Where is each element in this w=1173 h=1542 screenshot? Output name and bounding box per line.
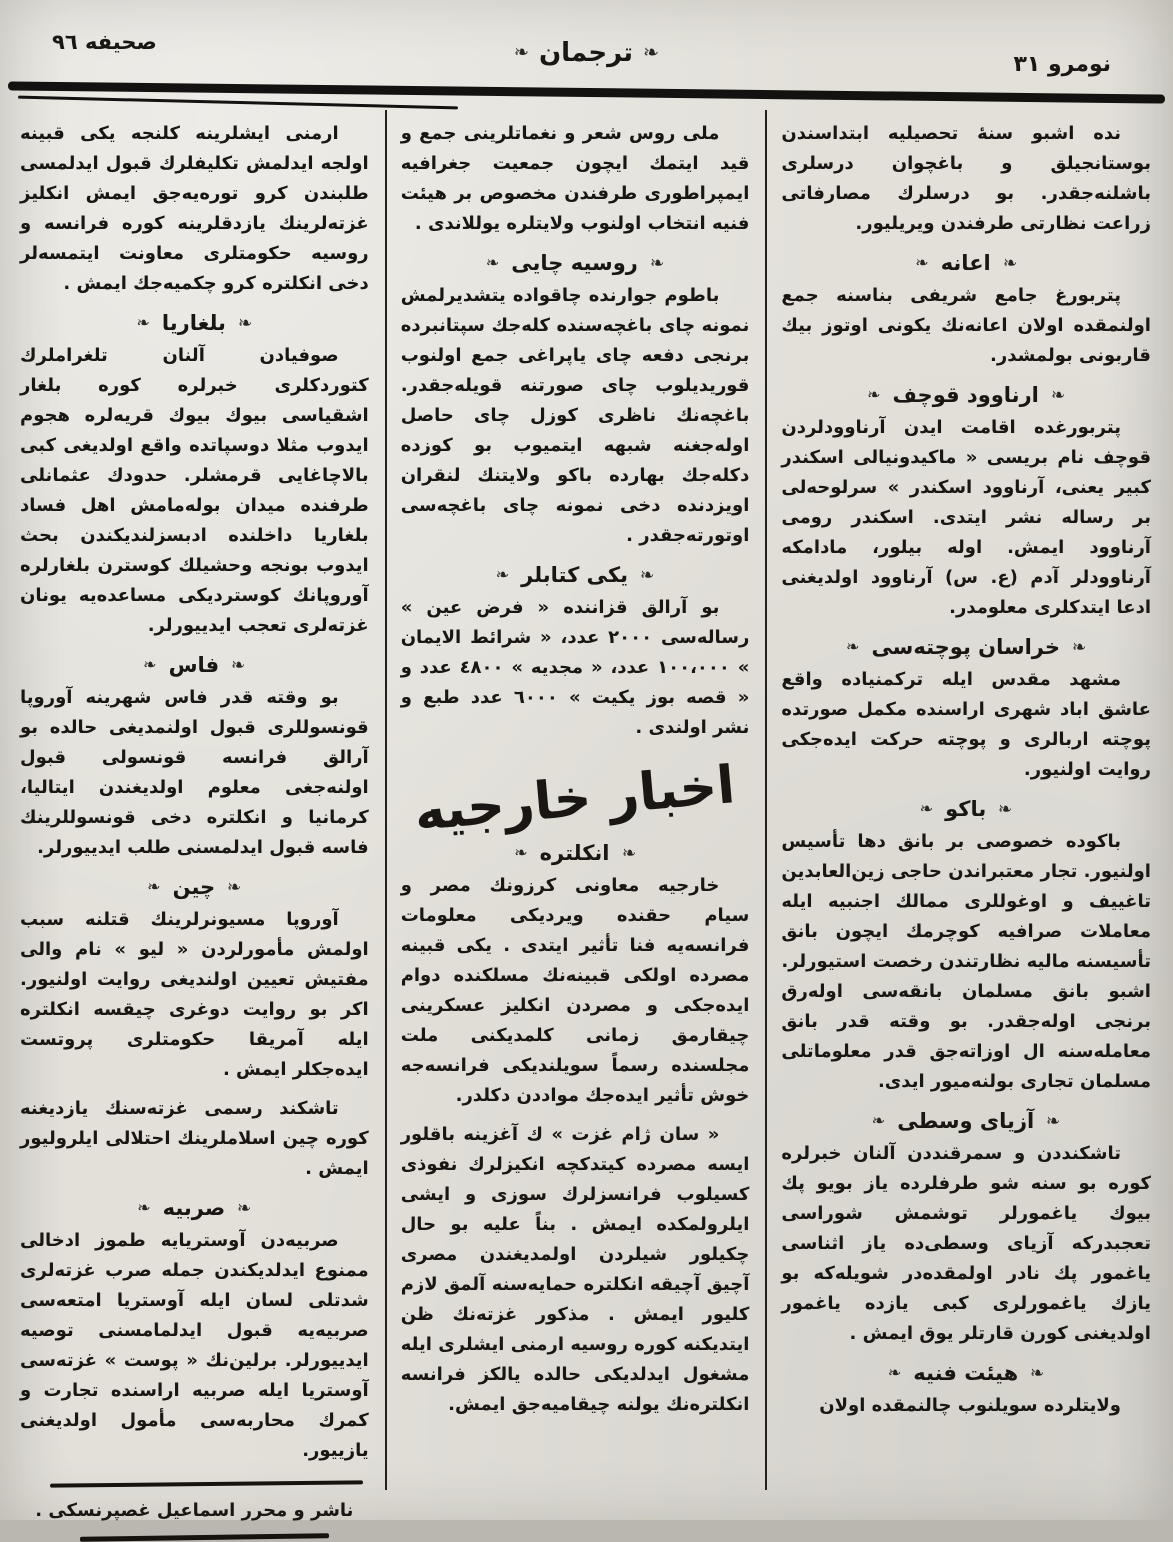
floral-ornament-icon: ☙ xyxy=(621,843,636,862)
section-heading-baku xyxy=(781,797,1151,821)
section-heading-label: خراسان پوچته‌سى xyxy=(871,635,1060,659)
column-right xyxy=(767,110,1167,1490)
section-heading-england xyxy=(401,841,750,865)
floral-ornament-icon: ☙ xyxy=(649,253,665,272)
article-paragraph: ولايتلرده سويلنوب چالنمقده اولان xyxy=(819,1395,1121,1416)
page-header xyxy=(0,0,1173,104)
floral-ornament-icon: ❧ xyxy=(485,253,500,272)
floral-ornament-icon: ❧ xyxy=(147,877,161,896)
article-paragraph: مشهد مقدس ايله تركمنياده واقع عاشق اباد شهرى اراسنده مكمل صورتده پوچته اربالرى و پوچته حركت ايده‌جكى روايت اولنيور. xyxy=(781,669,1151,780)
floral-ornament-icon: ☙ xyxy=(1046,1111,1061,1130)
article-paragraph: پتربورغده اقامت ايدن آرناوودلردن قوچف نام بريسى « ماكيدونيالى اسكندر كبير يعنى، آرناوود اسكندر » سرلوحه‌لى بر رساله نشر ايتدى. اسكندر رومى آرناوود ايمش. اوله بيلور، مادامكه آرناوودلر آدم (ع. س) آرناوود اولديغنى ادعا ايتدكلرى معلومدر. xyxy=(781,417,1151,618)
section-heading-label: باكو xyxy=(945,797,987,821)
section-heading-label: فاس xyxy=(168,653,220,677)
section-heading-label: انكلتره xyxy=(539,841,610,865)
article-paragraph: ملى روس شعر و نغماتلرينى جمع و قيد ايتمك ايچون جمعيت جغرافيه ايمپراطورى طرفندن مخصوص بر هيئت فنيه انتخاب اولنوب ولايتلره يوللاندى . xyxy=(400,123,750,234)
article-paragraph: باكوده خصوصى بر بانق دها تأسيس اولنيور. تجار معتبراندن حاجى زين‌العابدين تاغييف و اوغوللرى ممالك اجنبيه ايله معاملات صرافيه كوچرمك ايچون بانق تأسيسنه ماليه نظارتندن رخصت استيورلر. اشبو بانق مسلمان بانقه‌سى اوله‌رق برنجى اوله‌جقدر. بو وقته قدر بانق معامله‌سنه ال اوزاته‌جق قدر معلوماتلى مسلمان تجارى بولنه‌ميور ايدى. xyxy=(781,831,1151,1092)
article-paragraph: بو وقته قدر فاس شهرينه آوروپا قونسوللرى قبول اولنمديغى حالده بو آرالق فرانسه قونسولى قبول اولنه‌جغى معلوم اولديغندن ايتاليا، كرمانيا و انكلتره دخى قونسوللرينك فاسه قبول ايدلمسنى طلب ايدييورلر. xyxy=(20,687,369,858)
floral-ornament-icon: ❧ xyxy=(887,1363,902,1382)
section-heading-label: هيئت فنيه xyxy=(913,1361,1019,1385)
page-number-label: صحيفه ٩٦ xyxy=(52,30,157,54)
section-heading-label: ارناوود قوچف xyxy=(892,383,1039,407)
section-heading-new-books xyxy=(401,563,750,587)
section-heading-label: يكى كتابلر xyxy=(521,563,628,587)
section-heading-label: روسيه چايى xyxy=(511,251,638,275)
divider-rule xyxy=(50,1480,363,1487)
columns-container xyxy=(0,104,1173,1521)
column-left xyxy=(6,110,385,1521)
section-heading-bulgaria xyxy=(20,311,369,335)
floral-ornament-icon: ☙ xyxy=(231,655,246,674)
issue-number-label: نومرو ٣١ xyxy=(1013,52,1111,77)
article-paragraph: بو آرالق قزاننده « فرض عين » رساله‌سى ٢٠٠٠ عدد، « شرائط الايمان » ١٠٠،٠٠٠ عدد، « مجديه » ٤٨٠٠ عدد و « قصه بوز يكيت » ٦٠٠٠ عدد طبع و نشر اولندى . xyxy=(400,597,750,738)
floral-ornament-icon: ☙ xyxy=(640,565,655,584)
section-heading-label: چين xyxy=(172,875,216,899)
section-heading-serbia xyxy=(20,1196,369,1220)
floral-ornament-icon: ❧ xyxy=(514,843,528,862)
section-heading-label: بلغاريا xyxy=(161,311,226,335)
floral-ornament-icon: ❧ xyxy=(867,385,881,404)
header-rule xyxy=(8,84,1165,110)
floral-ornament-icon: ❧ xyxy=(871,1111,886,1130)
section-heading-fez xyxy=(20,653,369,677)
floral-ornament-icon: ❧ xyxy=(136,313,150,332)
floral-ornament-icon: ☙ xyxy=(1002,253,1018,272)
floral-ornament-icon: ❧ xyxy=(143,655,157,674)
article-paragraph: ارمنى ايشلرينه كلنجه يكى قبينه اولجه ايدلمش تكليفلرك قبول ايدلمسى طلبندن كرو توره‌يه‌جق ايمش انكليز غزته‌لرينك يازدقلرينه كوره فرانسه و روسيه حكومتلرى معاونت ايتمسه‌لر دخى انكلتره كرو چكميه‌جك ايمش . xyxy=(20,123,369,294)
floral-ornament-icon: ❧ xyxy=(495,565,510,584)
publisher-line: ناشر و محرر اسماعيل غصپرنسكى . xyxy=(35,1500,354,1521)
floral-ornament-icon: ☙ xyxy=(237,1198,252,1217)
section-heading-label: آزياى وسطى xyxy=(897,1109,1035,1133)
section-heading-donation xyxy=(781,251,1151,275)
article-paragraph: نده اشبو سنهٔ تحصيليه ابتداسندن بوستانجيلق و باغچوان درسلرى باشلنه‌جقدر. بو درسلرك مصارفاتى زراعت نظارتى طرفندن ويريليور. xyxy=(781,123,1151,234)
divider-rule xyxy=(18,96,458,110)
floral-ornament-icon: ❧ xyxy=(846,637,860,656)
floral-ornament-icon: ☙ xyxy=(227,877,242,896)
floral-ornament-icon: ❧ xyxy=(137,1198,151,1217)
article-paragraph: تاشكند رسمى غزته‌سنك يازديغنه كوره چين اسلاملرينك احتلالى ايلروليور ايمش . xyxy=(20,1098,369,1179)
floral-ornament-icon: ☙ xyxy=(237,313,253,332)
masthead-title: ترجمان xyxy=(538,38,634,68)
floral-ornament-icon: ☙ xyxy=(1072,637,1087,656)
floral-ornament-icon: ☙ xyxy=(643,42,660,63)
floral-ornament-icon: ❧ xyxy=(513,42,529,63)
floral-ornament-icon: ☙ xyxy=(1050,385,1066,404)
divider-rule xyxy=(80,1533,329,1541)
masthead xyxy=(0,38,1173,68)
section-heading-arnavut-kochev xyxy=(781,383,1151,407)
section-heading-china xyxy=(20,875,369,899)
article-paragraph: تاشكنددن و سمرقنددن آلنان خبرلره كوره بو سنه شو طرفلرده ياز بويو پك بيوك ياغمورلر توشمش شوراسى تعجبدركه آزياى وسطى‌ده ياز اثناسى ياغمور پك نادر اولمقده‌در شويله‌كه بو يازك ياغمورلرى كبى يازده ياغمور اولديغنى كورن قارتلر يوق ايمش . xyxy=(781,1143,1151,1344)
article-paragraph: باطوم جوارنده چاقواده يتشديرلمش نمونه چاى باغچه‌سنده كله‌جك سپتانبرده برنجى دفعه چاى ياپراغى جمع اولنوب قوريديلوب چاى صورتنه قويله‌جقدر. باغچه‌نك ناظرى كوزل چاى حاصل اوله‌جغنه شبهه ايتميوب بو كوزده دكله‌جك بهارده باكو ولايتنك لنقران اويزدنده دخى نمونه چاى باغچه‌سى اوتورته‌جقدر . xyxy=(400,285,750,546)
foreign-news-masthead: اخبار خارجيه xyxy=(412,755,738,843)
section-heading-label: اعانه xyxy=(940,251,991,275)
article-paragraph: صوفيادن آلنان تلغراملرك كتوردكلرى خبرلره كوره بلغار اشقياسى بيوك بيوك قريه‌لره هجوم ايدوب مثلا دوسپاتده واقع اولديغى كبى بالاچاغايى قرمشلر. حدودك عثمانلى طرفنده ميدان بوله‌مامش اهل فساد بلغاريا داخلنده ادبسزلنديكندن بحث ايدوب بونجه وحشيلك كوسترن بلغارلره آوروپانك كوسترديكى مساعده‌يه يونان غزته‌لرى تعجب ايدييورلر. xyxy=(20,345,369,636)
floral-ornament-icon: ☙ xyxy=(1030,1363,1045,1382)
article-paragraph: « سان ژام غزت » ك آغزينه باقلور ايسه مصرده كيتدكچه انكيزلرك نفوذى كسيلوب فرانسزلرك سوزى و ايشى ايلرولمكده ايمش . بناً عليه بو حال چكيلور شيلردن اولمديغندن مصرى آچيق آچيقه انكلتره حمايه‌سنه آلمق لازم كليور ايمش . مذكور غزته‌نك ظن ايتديكنه كوره روسيه ارمنى ايشلرى ايله مشغول ايدلديكى حالده يالكز فرانسه انكلتره‌نك يولنه چيقاميه‌جق ايمش. xyxy=(400,1124,750,1415)
column-middle xyxy=(385,110,768,1490)
floral-ornament-icon: ❧ xyxy=(919,799,934,818)
section-heading-label: صربيه xyxy=(162,1196,226,1220)
section-heading-technical-committee xyxy=(781,1361,1151,1385)
section-heading-khorasan-post xyxy=(781,635,1151,659)
article-paragraph: آوروپا مسيونرلرينك قتلنه سبب اولمش مأمورلردن « ليو » نام والى مفتيش تعيين اولنديغى روايت اولنيور. اكر بو روايت دوغرى چيقسه انكلتره ايله آمريقا حكومتلرى پروتست ايده‌جكلر ايمش . xyxy=(20,909,369,1080)
section-heading-russia-tea xyxy=(401,251,750,275)
floral-ornament-icon: ❧ xyxy=(915,253,929,272)
floral-ornament-icon: ☙ xyxy=(998,799,1013,818)
section-heading-central-asia xyxy=(781,1109,1151,1133)
article-paragraph: صربيه‌دن آوستريايه طموز ادخالى ممنوع ايدلديكندن جمله صرب غزته‌لرى شدتلى لسان ايله آوستريا امتعه‌سى صربيه‌يه قبول ايدلمامسنى توصيه ايدييورلر. برلين‌نك « پوست » غزته‌سى آوستريا ايله صربيه اراسنده تجارت و كمرك محاربه‌سى مأمول اولديغنى يازييور. xyxy=(20,1230,369,1461)
article-paragraph: پتربورغ جامع شريفى بناسنه جمع اولنمقده اولان اعانه‌نك يكونى اوتوز بيك قاربونى بولمشدر. xyxy=(781,285,1151,366)
article-paragraph: خارجيه معاونى كرزونك مصر و سيام حقنده ويرديكى معلومات فرانسه‌يه فنا تأثير ايتدى . يكى قبينه مصرده اولكى قبينه‌نك مسلكنده دوام ايده‌جكى و مصردن انكليز عسكرينى چيقارمق زمانى كلمديكنى ملت مجلسنده رسماً سويلنديكى فرانسه‌جه خوش تأثير ايده‌جك مواددن دكلدر. xyxy=(400,875,750,1106)
